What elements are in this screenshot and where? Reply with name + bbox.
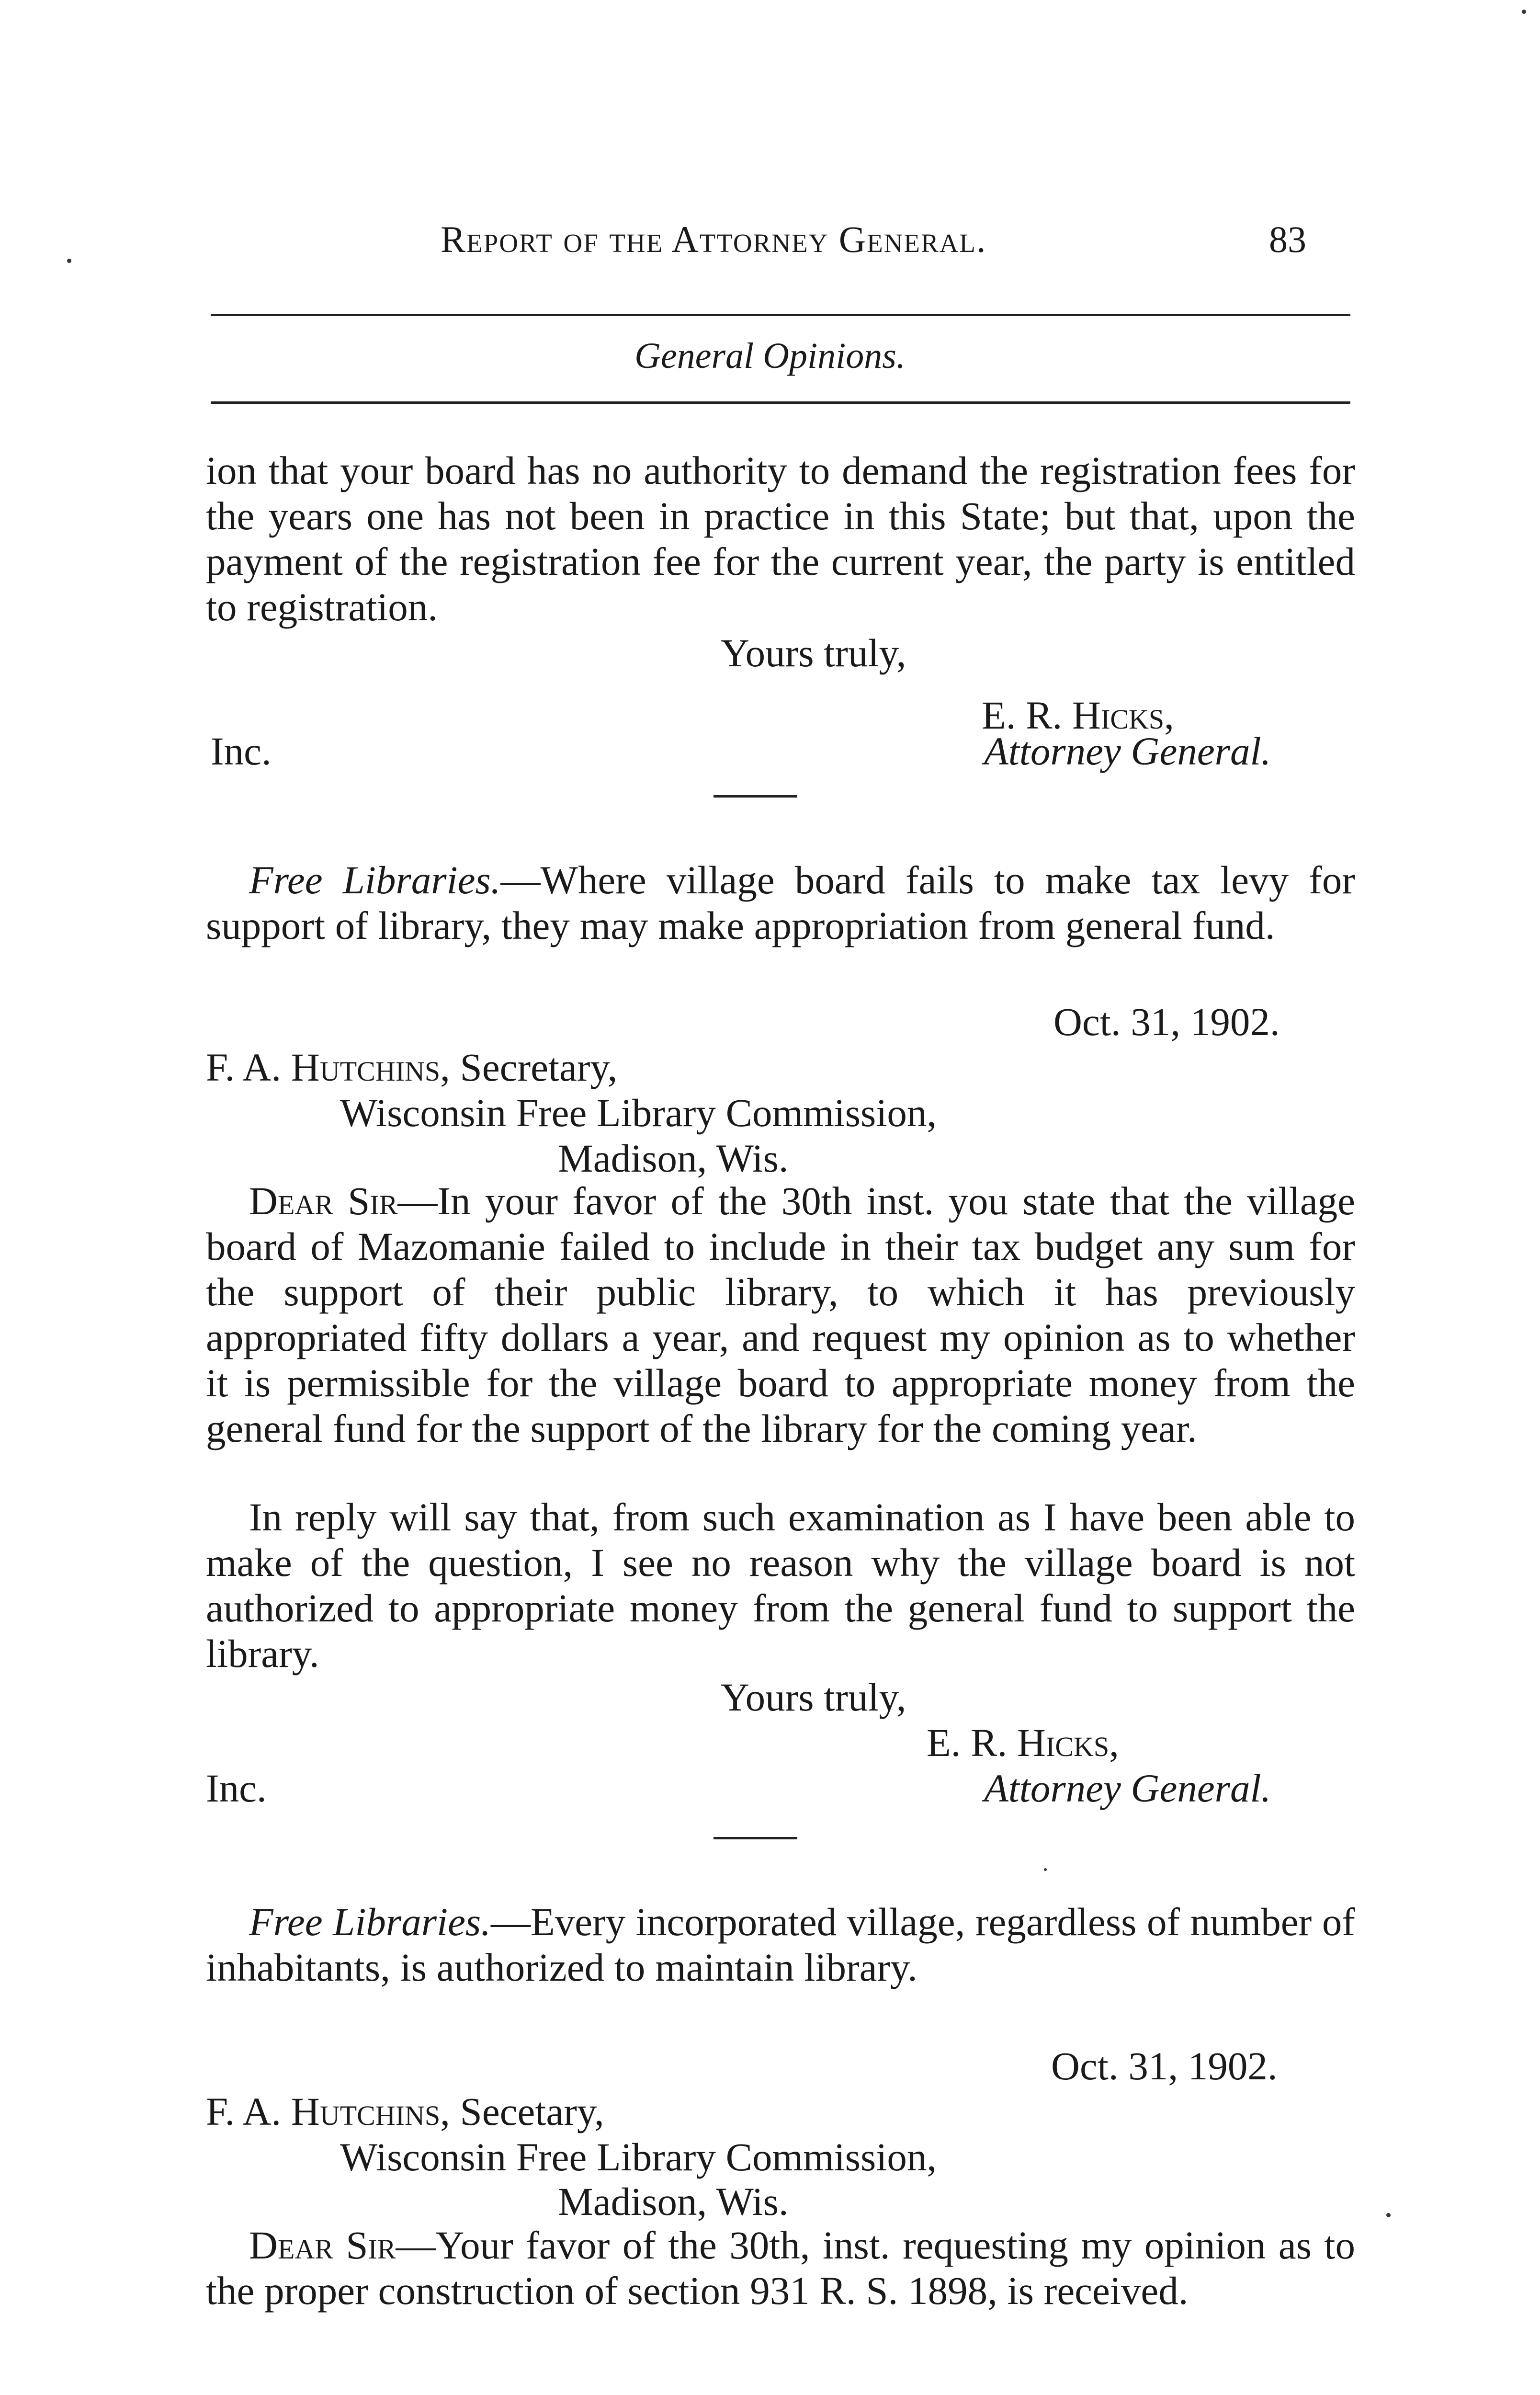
letter-body-text: —In your favor of the 30th inst. you state that the village board of Mazomanie failed to include in their tax budget any sum for the support of their public library, to which it has previously appropriated fifty dollars a year, and request my opinion as to whether it is permissible for the village board to appropriate money from the general fund for the support of the library for the coming year. <box>206 1179 1355 1450</box>
addressee-organization: Wisconsin Free Library Commission, <box>340 2135 937 2179</box>
closing-yours-truly: Yours truly, <box>721 631 906 675</box>
addressee-organization: Wisconsin Free Library Commission, <box>340 1091 937 1135</box>
scan-speck <box>67 259 71 263</box>
running-header-title: Report of the Attorney General. <box>441 218 987 260</box>
section-heading: General Opinions. <box>634 336 906 376</box>
addressee-role: Secretary, <box>450 1045 618 1089</box>
opinion-separator <box>713 1837 797 1839</box>
page-number: 83 <box>1269 218 1306 260</box>
signer-name: E. R. Hicks, <box>982 693 1174 737</box>
addressee-name: F. A. Hutchins, <box>206 2089 450 2133</box>
addressee-role: Secetary, <box>450 2089 604 2133</box>
signer-title: Attorney General. <box>984 729 1271 773</box>
letter-reply-paragraph: In reply will say that, from such examination as I have been able to make of the question, I see no reason why the village board is not authorized to appropriate money from the general fund to support the library. <box>206 1495 1355 1676</box>
addressee-line <box>206 2088 604 2134</box>
continuation-paragraph: ion that your board has no authority to demand the registration fees for the years one has not been in practice in this State; but that, upon the payment of the registration fee for the current year, the party is entitled to registration. <box>206 448 1355 629</box>
letter-date: Oct. 31, 1902. <box>1053 1000 1280 1044</box>
scan-speck <box>1386 2213 1391 2217</box>
opinion-syllabus <box>206 1899 1355 1990</box>
opinion-syllabus <box>206 857 1355 948</box>
letter-body-text: —Your favor of the 30th, inst. requesting my opinion as to the proper construction of section 931 R. S. 1898, is received. <box>206 2223 1355 2313</box>
addressee-name: F. A. Hutchins, <box>206 1045 450 1089</box>
opinion-summary: —Where village board fails to make tax levy for support of library, they may make appropriation from general fund. <box>206 858 1355 947</box>
letter-date: Oct. 31, 1902. <box>1051 2044 1278 2088</box>
header-rule-bottom <box>211 401 1350 404</box>
signer-name: E. R. Hicks, <box>927 1721 1119 1765</box>
opinion-topic: Free Libraries. <box>249 1900 491 1944</box>
header-rule-top <box>211 314 1350 316</box>
salutation: Dear Sir <box>249 2223 396 2267</box>
scan-speck <box>1522 10 1526 14</box>
letter-body-paragraph <box>206 2223 1355 2314</box>
opinion-separator <box>713 795 797 798</box>
letter-body-paragraph <box>206 1178 1355 1451</box>
signer-title: Attorney General. <box>984 1766 1271 1810</box>
inc-mark: Inc. <box>206 1766 267 1810</box>
addressee-line <box>206 1044 617 1090</box>
addressee-location: Madison, Wis. <box>558 1136 789 1180</box>
opinion-topic: Free Libraries. <box>249 858 501 902</box>
opinion-summary: —Every incorporated village, regardless of number of inhabitants, is authorized to maintain library. <box>206 1900 1355 1989</box>
closing-yours-truly: Yours truly, <box>721 1675 906 1719</box>
inc-mark: Inc. <box>211 729 272 773</box>
salutation: Dear Sir <box>249 1179 398 1223</box>
scan-speck <box>1044 1868 1047 1871</box>
addressee-location: Madison, Wis. <box>558 2179 789 2224</box>
